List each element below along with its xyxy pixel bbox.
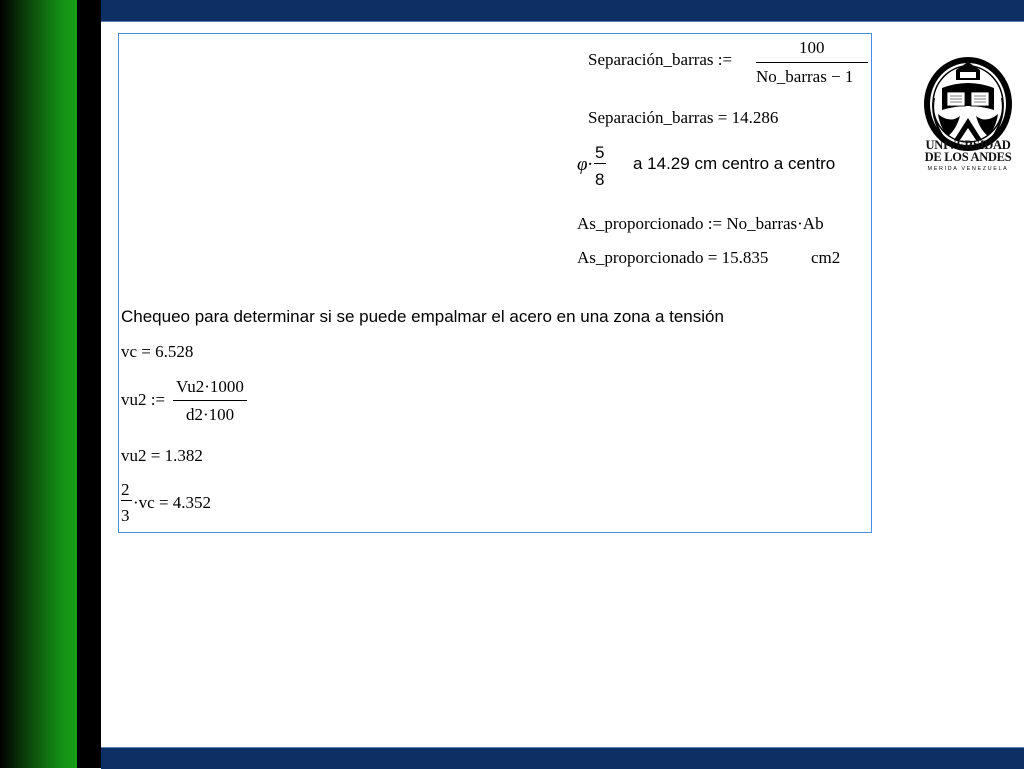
top-header-band: [101, 0, 1024, 22]
separacion-definition-lhs: Separación_barras :=: [588, 50, 733, 69]
vu2-numerator: Vu2·1000: [176, 377, 244, 396]
two-thirds-denominator: 3: [121, 506, 130, 525]
two-thirds-numerator: 2: [121, 480, 130, 499]
phi-fraction-numerator: 5: [595, 143, 605, 162]
separacion-denominator: No_barras − 1: [756, 67, 854, 86]
vu2-definition-lhs: vu2 :=: [121, 390, 166, 409]
two-thirds-vc-result: ·vc = 4.352: [133, 493, 212, 512]
as-definition: As_proporcionado := No_barras·Ab: [577, 214, 824, 233]
as-result: As_proporcionado = 15.835: [577, 248, 769, 267]
vu2-fraction-bar: [173, 400, 247, 401]
two-thirds-fraction-bar: [121, 500, 132, 501]
calculation-worksheet: [118, 33, 872, 533]
phi-spacing-text: a 14.29 cm centro a centro: [633, 154, 836, 173]
as-unit: cm2: [811, 248, 841, 267]
check-heading: Chequeo para determinar si se puede empalmar el acero en una zona a tensión: [121, 307, 724, 326]
left-black-bar: [77, 0, 101, 768]
separacion-result: Separación_barras = 14.286: [588, 108, 779, 127]
university-name: [920, 139, 1016, 163]
separacion-numerator: 100: [799, 38, 825, 57]
university-name-line2: DE LOS ANDES: [924, 150, 1012, 164]
university-name-line1: UNIVERSIDAD: [925, 138, 1011, 152]
university-location: MERIDA VENEZUELA: [927, 166, 1009, 172]
vc-result: vc = 6.528: [121, 342, 194, 361]
vu2-result: vu2 = 1.382: [121, 446, 203, 465]
separacion-fraction-bar: [756, 62, 868, 63]
vu2-denominator: d2·100: [186, 405, 235, 424]
phi-fraction-denominator: 8: [595, 170, 605, 189]
bottom-footer-band: [101, 747, 1024, 769]
left-green-bar: [0, 0, 77, 768]
phi-symbol: φ·: [577, 154, 593, 175]
phi-fraction-bar: [594, 163, 606, 164]
